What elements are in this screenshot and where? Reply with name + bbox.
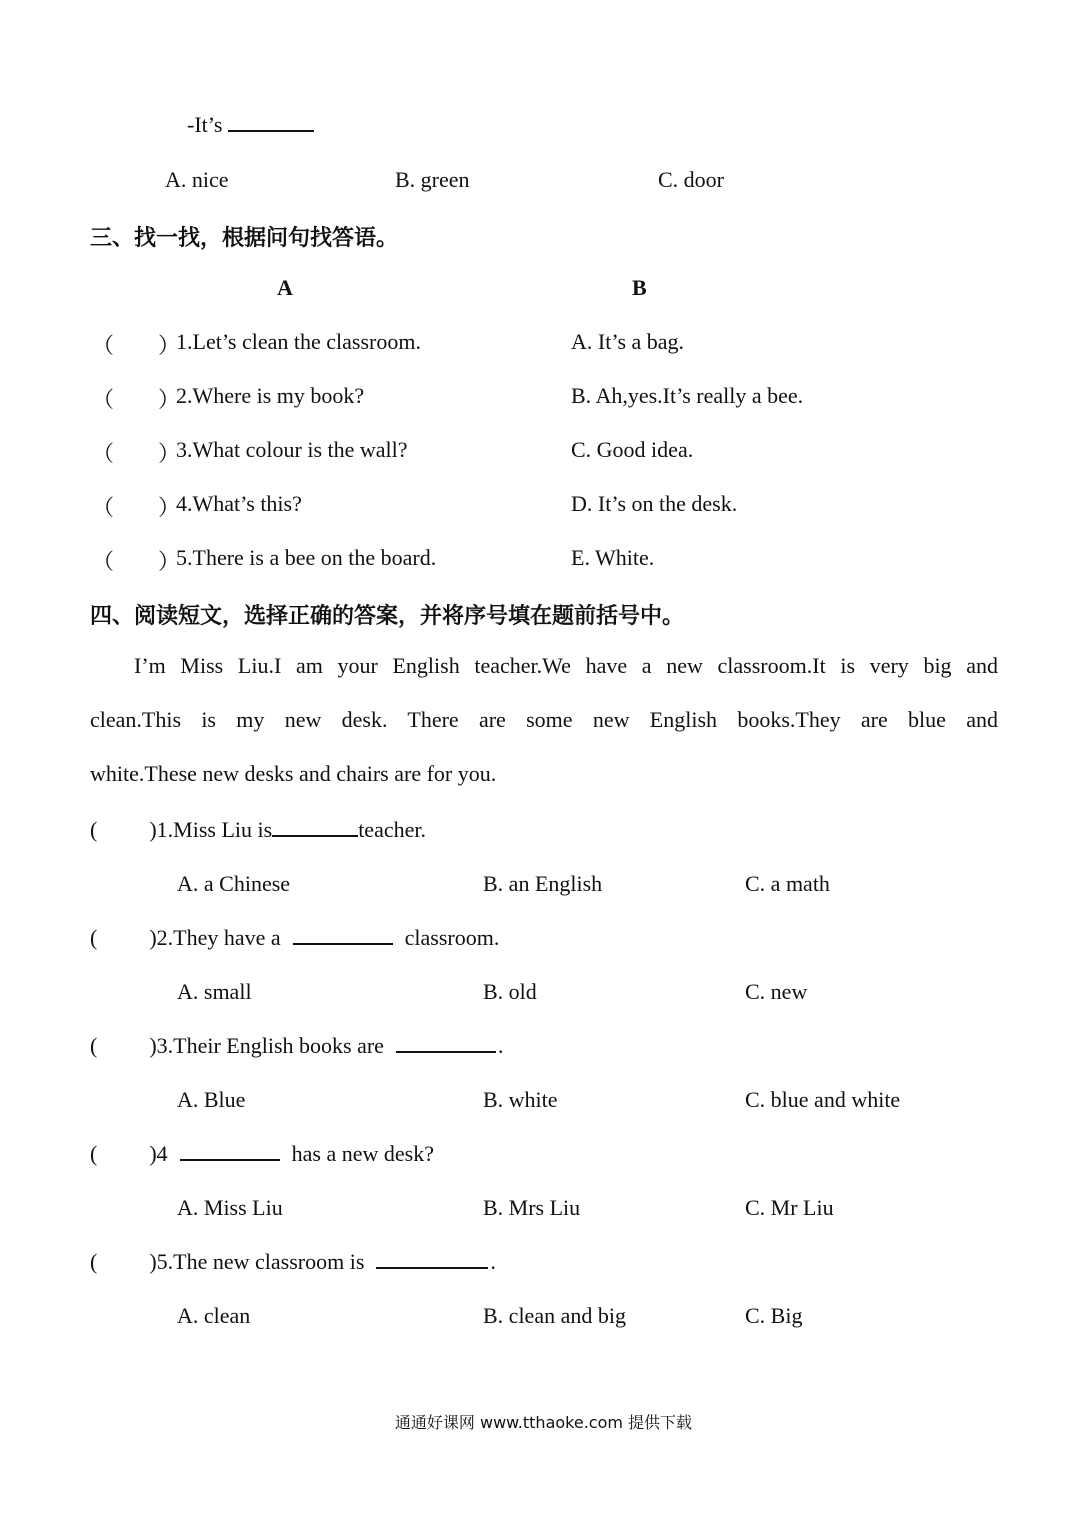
column-b-header: B [632, 275, 647, 300]
question-text: )1.Miss Liu is [149, 817, 273, 842]
question-row [90, 1141, 434, 1167]
matching-answer: E. White. [571, 545, 655, 570]
matching-paren: （ ） [92, 549, 181, 574]
matching-question: 4.What’s this? [176, 491, 302, 516]
open-paren: ( [90, 817, 98, 842]
option-b: B. old [483, 979, 537, 1004]
option-a: A. clean [177, 1303, 251, 1328]
matching-paren: （ ） [92, 387, 181, 412]
matching-paren: （ ） [92, 441, 181, 466]
matching-answer: B. Ah,yes.It’s really a bee. [571, 383, 804, 408]
option-c: C. Big [745, 1303, 803, 1328]
answer-blank [272, 817, 358, 837]
open-paren: ( [90, 1141, 98, 1166]
passage-line: white.These new desks and chairs are for you. [90, 761, 497, 786]
option-b: B. white [483, 1087, 558, 1112]
open-paren: ( [90, 1249, 98, 1274]
top-option-a: A. nice [165, 167, 229, 192]
matching-paren: （ ） [92, 333, 181, 358]
option-c: C. new [745, 979, 808, 1004]
option-c: C. blue and white [745, 1087, 901, 1112]
question-tail: classroom. [404, 925, 500, 950]
option-a: A. Miss Liu [177, 1195, 283, 1220]
option-a: A. a Chinese [177, 871, 291, 896]
passage-line: clean.This is my new desk. There are some new English books.They are blue and [90, 707, 998, 732]
answer-blank [293, 925, 393, 945]
option-a: A. Blue [177, 1087, 246, 1112]
open-paren: ( [90, 1033, 98, 1058]
matching-answer: C. Good idea. [571, 437, 694, 462]
option-c: C. Mr Liu [745, 1195, 834, 1220]
prompt-text: -It’s [187, 112, 223, 137]
question-row [90, 1033, 503, 1059]
question-text: )2.They have a [149, 925, 281, 950]
option-b: B. clean and big [483, 1303, 626, 1328]
matching-question: 5.There is a bee on the board. [176, 545, 437, 570]
matching-question: 2.Where is my book? [176, 383, 365, 408]
matching-answer: A. It’s a bag. [571, 329, 685, 354]
answer-blank [376, 1249, 488, 1269]
question-row [90, 817, 426, 843]
answer-blank [180, 1141, 280, 1161]
option-b: B. Mrs Liu [483, 1195, 581, 1220]
option-c: C. a math [745, 871, 830, 896]
reading-passage [90, 639, 998, 801]
question-text: )4 [149, 1141, 168, 1166]
question-tail: . [490, 1249, 496, 1274]
question-text: )3.Their English books are [149, 1033, 384, 1058]
question-tail: . [497, 1033, 504, 1058]
section4-heading: 四、阅读短文，选择正确的答案，并将序号填在题前括号中。 [90, 604, 685, 629]
question-tail: teacher. [358, 817, 426, 842]
top-question-prompt [187, 112, 320, 138]
question-text: )5.The new classroom is [149, 1249, 365, 1274]
question-row [90, 925, 499, 951]
matching-question: 3.What colour is the wall? [176, 437, 408, 462]
passage-line: I’m Miss Liu.I am your English teacher.We have a new classroom.It is very big and [134, 653, 998, 678]
open-paren: ( [90, 925, 98, 950]
matching-question: 1.Let’s clean the classroom. [176, 329, 421, 354]
column-a-header: A [277, 275, 293, 300]
option-b: B. an English [483, 871, 603, 896]
top-option-b: B. green [395, 167, 470, 192]
matching-paren: （ ） [92, 495, 181, 520]
question-tail: has a new desk? [291, 1141, 434, 1166]
top-option-c: C. door [658, 167, 724, 192]
matching-answer: D. It’s on the desk. [571, 491, 738, 516]
answer-blank [396, 1033, 496, 1053]
section3-heading: 三、找一找，根据问句找答语。 [90, 226, 399, 251]
page-footer: 通通好课网 www.tthaoke.com 提供下载 [394, 1413, 693, 1432]
question-row [90, 1249, 496, 1275]
option-a: A. small [177, 979, 252, 1004]
answer-blank [228, 112, 314, 132]
